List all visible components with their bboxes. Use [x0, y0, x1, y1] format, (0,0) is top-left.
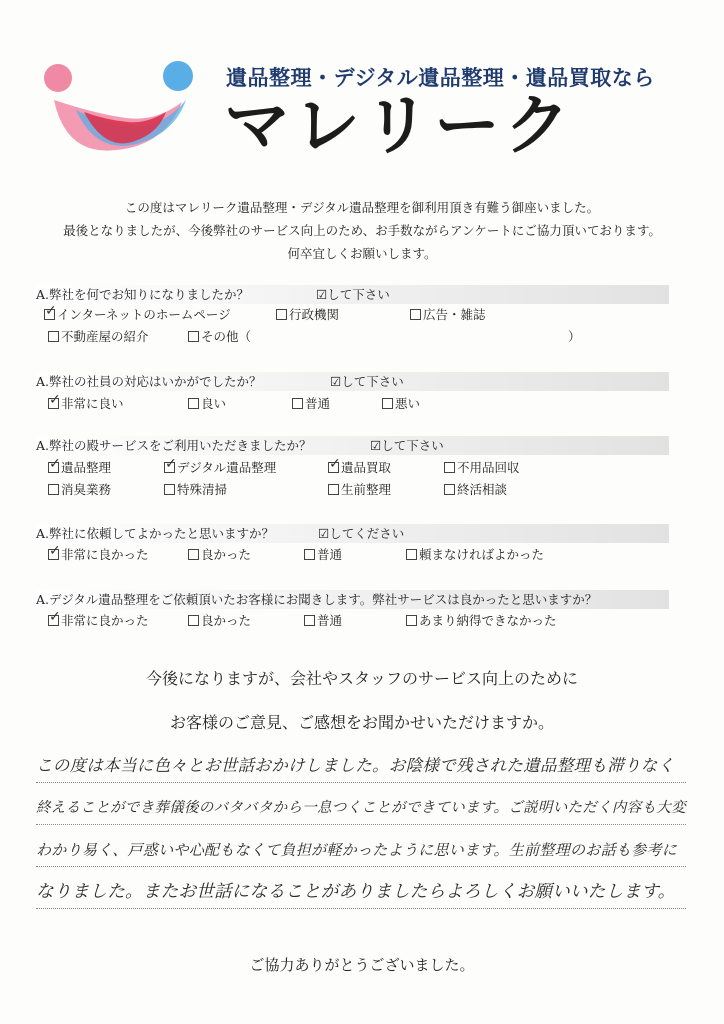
checkbox-checked[interactable] — [48, 615, 59, 626]
q3-option-pre-death-cleanup[interactable]: 生前整理 — [328, 482, 391, 498]
intro-line-2: 最後となりましたが、今後弊社のサービス向上のため、お手数ながらアンケートにご協力頂いております。 — [63, 223, 661, 238]
q2-option-good[interactable]: 良い — [188, 396, 226, 412]
q4-option-should-not-have[interactable]: 頼まなければよかった — [406, 547, 544, 563]
checkbox[interactable] — [188, 615, 199, 626]
question-1-bar — [36, 285, 669, 304]
q1-other-close-paren: ） — [568, 329, 581, 344]
comment-line-3: わかり易く、戸惑いや心配もなくて負担が軽かったように思います。生前整理のお話も参考に — [36, 834, 686, 867]
checkbox[interactable] — [406, 615, 417, 626]
company-tagline: 遺品整理・デジタル遺品整理・遺品買取なら — [226, 66, 655, 90]
checkbox[interactable] — [48, 484, 59, 495]
question-3-text: A.弊社の殿サービスをご利用いただきましたか？ — [36, 438, 312, 453]
checkbox[interactable] — [188, 331, 199, 342]
question-2-text: A.弊社の社員の対応はいかがでしたか？ — [36, 374, 262, 389]
q5-option-normal[interactable]: 普通 — [304, 613, 342, 629]
question-3-note: ☑して下さい — [370, 438, 444, 453]
checkbox[interactable] — [444, 484, 455, 495]
question-4-note: ☑してください — [318, 526, 405, 541]
q4-option-good[interactable]: 良かった — [188, 547, 251, 563]
question-1-note: ☑して下さい — [316, 287, 390, 302]
checkbox[interactable] — [410, 309, 421, 320]
q2-option-normal[interactable]: 普通 — [292, 396, 330, 412]
checkbox[interactable] — [304, 615, 315, 626]
feedback-prompt-line-1: 今後になりますが、会社やスタッフのサービス向上のために — [145, 669, 578, 688]
intro-line-3: 何卒宜しくお願いします。 — [287, 246, 437, 261]
q1-option-internet[interactable]: ✓インターネットのホームページ — [44, 307, 231, 323]
q4-option-normal[interactable]: 普通 — [304, 547, 342, 563]
question-2-bar — [36, 372, 669, 391]
q3-option-digital-estate[interactable]: ✓ デジタル遺品整理 — [164, 460, 276, 476]
checkbox[interactable] — [304, 549, 315, 560]
checkbox[interactable] — [188, 398, 199, 409]
question-5-text: A.デジタル遺品整理をご依頼頂いたお客様にお聞きします。弊社サービスは良かったと思いますか？ — [36, 592, 598, 607]
question-2-note: ☑して下さい — [330, 374, 404, 389]
checkbox-checked[interactable] — [44, 309, 55, 320]
q5-option-not-satisfied[interactable]: あまり納得できなかった — [406, 613, 557, 629]
feedback-prompt-line-2: お客様のご意見、ご感想をお聞かせいただけますか。 — [169, 713, 554, 732]
q3-option-estate-cleanup[interactable]: ✓遺品整理 — [48, 460, 111, 476]
company-brand-name: マレリーク — [224, 87, 574, 164]
company-logo — [36, 60, 196, 160]
question-4-text: A.弊社に依頼してよかったと思いますか？ — [36, 526, 275, 541]
question-5-bar — [36, 590, 669, 609]
question-4-bar — [36, 524, 669, 543]
checkbox[interactable] — [328, 484, 339, 495]
q5-option-very-good[interactable]: ✓非常に良かった — [48, 613, 149, 629]
q1-option-real-estate[interactable]: 不動産屋の紹介 — [48, 329, 149, 345]
checkbox[interactable] — [188, 549, 199, 560]
checkbox-checked[interactable] — [48, 462, 59, 473]
q3-option-end-of-life-consult[interactable]: 終活相談 — [444, 482, 507, 498]
closing-thanks: ご協力ありがとうございました。 — [249, 956, 475, 974]
q3-option-deodorize[interactable]: 消臭業務 — [48, 482, 111, 498]
q3-option-special-cleaning[interactable]: 特殊清掃 — [164, 482, 227, 498]
q2-option-very-good[interactable]: ✓非常に良い — [48, 396, 124, 412]
checkbox[interactable] — [276, 309, 287, 320]
checkbox-checked[interactable] — [48, 549, 59, 560]
comment-line-4: なりました。またお世話になることがありましたらよろしくお願いいたします。 — [36, 876, 686, 909]
checkbox[interactable] — [48, 331, 59, 342]
q3-option-junk-removal[interactable]: 不用品回収 — [444, 460, 520, 476]
comment-line-1: この度は本当に色々とお世話おかけしました。お陰様で残された遺品整理も滞りなく — [36, 750, 686, 783]
checkbox[interactable] — [406, 549, 417, 560]
q2-option-bad[interactable]: 悪い — [382, 396, 420, 412]
checkbox-checked[interactable] — [164, 462, 175, 473]
checkbox[interactable] — [382, 398, 393, 409]
q3-option-estate-purchase[interactable]: ✓ 遺品買取 — [328, 460, 391, 476]
q1-option-other[interactable]: その他（ — [188, 329, 251, 345]
q1-option-advertising[interactable]: 広告・雑誌 — [410, 307, 486, 323]
q4-option-very-good[interactable]: ✓非常に良かった — [48, 547, 149, 563]
question-3-bar — [36, 436, 669, 455]
comment-line-2: 終えることができ葬儀後のバタバタから一息つくことができています。ご説明いただく内容も大変 — [36, 792, 686, 825]
q1-option-government[interactable]: 行政機関 — [276, 307, 339, 323]
intro-line-1: この度はマレリーク遺品整理・デジタル遺品整理を御利用頂き有難う御座いました。 — [124, 200, 600, 215]
checkbox[interactable] — [292, 398, 303, 409]
q5-option-good[interactable]: 良かった — [188, 613, 251, 629]
checkbox-checked[interactable] — [328, 462, 339, 473]
checkbox-checked[interactable] — [48, 398, 59, 409]
checkbox[interactable] — [164, 484, 175, 495]
question-1-text: A.弊社を何でお知りになりましたか？ — [36, 287, 250, 302]
checkbox[interactable] — [444, 462, 455, 473]
